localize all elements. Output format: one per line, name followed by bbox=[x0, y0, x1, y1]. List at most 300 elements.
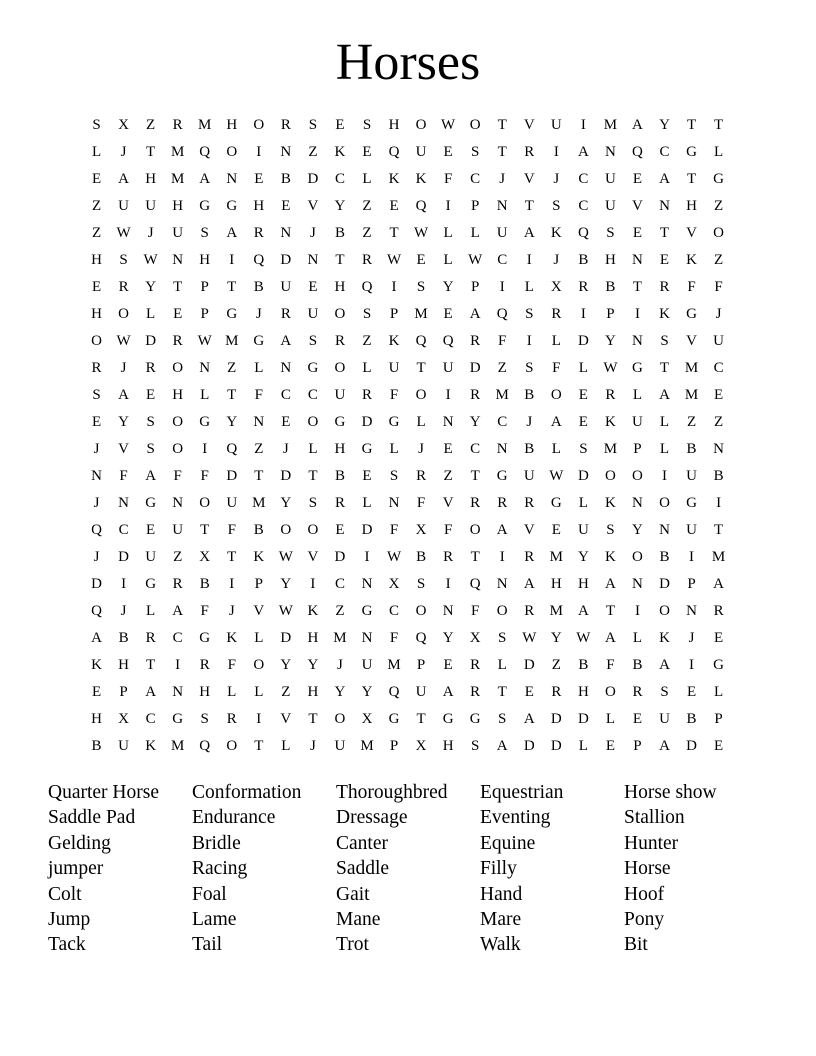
grid-letter: D bbox=[577, 333, 589, 349]
grid-letter: H bbox=[334, 279, 346, 295]
grid-letter: T bbox=[497, 144, 507, 160]
word-bank-item: Tack bbox=[48, 934, 86, 956]
grid-letter: B bbox=[713, 468, 724, 484]
grid-letter: U bbox=[118, 738, 129, 754]
grid-row bbox=[83, 247, 732, 274]
grid-letter: H bbox=[388, 117, 400, 133]
word-bank-item: Hoof bbox=[624, 883, 665, 905]
grid-letter: B bbox=[118, 630, 129, 646]
grid-letter: J bbox=[228, 603, 235, 619]
grid-letter: Q bbox=[415, 198, 427, 214]
grid-letter: D bbox=[686, 738, 697, 754]
grid-letter: P bbox=[200, 279, 209, 295]
grid-letter: I bbox=[580, 306, 586, 322]
grid-letter: R bbox=[470, 657, 481, 673]
grid-letter: I bbox=[526, 252, 532, 268]
grid-letter: D bbox=[91, 576, 102, 592]
grid-letter: B bbox=[199, 576, 210, 592]
grid-letter: E bbox=[335, 117, 345, 133]
word-bank-item: Foal bbox=[192, 883, 227, 905]
grid-letter: C bbox=[307, 387, 318, 403]
grid-letter: C bbox=[713, 360, 724, 376]
grid-letter: M bbox=[360, 738, 374, 754]
grid-letter: G bbox=[442, 711, 454, 727]
grid-row bbox=[83, 301, 732, 328]
word-bank-item: Horse show bbox=[624, 782, 717, 803]
grid-letter: G bbox=[199, 630, 211, 646]
grid-letter: L bbox=[497, 657, 507, 673]
grid-letter: T bbox=[714, 117, 724, 133]
grid-letter: R bbox=[524, 603, 535, 619]
grid-letter: S bbox=[362, 306, 372, 322]
grid-letter: I bbox=[634, 603, 640, 619]
grid-letter: R bbox=[199, 657, 210, 673]
grid-letter: H bbox=[550, 576, 562, 592]
grid-letter: L bbox=[443, 252, 453, 268]
grid-letter: N bbox=[604, 144, 616, 160]
grid-letter: U bbox=[523, 468, 535, 484]
grid-letter: C bbox=[145, 711, 156, 727]
grid-letter: E bbox=[281, 198, 291, 214]
grid-letter: M bbox=[684, 360, 699, 376]
word-bank-item: Filly bbox=[480, 858, 517, 880]
grid-letter: N bbox=[280, 225, 292, 241]
grid-letter: U bbox=[361, 657, 373, 673]
grid-letter: I bbox=[634, 306, 640, 322]
grid-letter: J bbox=[688, 630, 695, 646]
grid-letter: B bbox=[334, 468, 345, 484]
word-bank-item: Mane bbox=[336, 908, 381, 930]
grid-letter: Y bbox=[361, 684, 373, 700]
grid-letter: C bbox=[578, 198, 589, 214]
grid-letter: G bbox=[145, 576, 157, 592]
grid-letter: A bbox=[442, 684, 454, 700]
grid-letter: Q bbox=[199, 144, 211, 160]
grid-letter: D bbox=[361, 414, 373, 430]
grid-letter: L bbox=[578, 738, 588, 754]
grid-letter: J bbox=[309, 225, 316, 241]
grid-letter: W bbox=[197, 333, 212, 349]
grid-letter: H bbox=[307, 684, 319, 700]
grid-letter: U bbox=[415, 684, 427, 700]
grid-letter: E bbox=[173, 306, 183, 322]
grid-letter: R bbox=[334, 495, 345, 511]
grid-letter: L bbox=[362, 495, 372, 511]
grid-letter: B bbox=[605, 279, 616, 295]
grid-letter: A bbox=[118, 171, 129, 187]
grid-letter: G bbox=[686, 306, 697, 322]
grid-letter: O bbox=[415, 387, 427, 403]
grid-letter: T bbox=[632, 279, 643, 295]
grid-letter: T bbox=[686, 171, 697, 187]
grid-letter: J bbox=[120, 603, 127, 619]
grid-letter: U bbox=[280, 279, 292, 295]
grid-letter: L bbox=[146, 306, 156, 322]
grid-letter: C bbox=[659, 144, 670, 160]
grid-letter: W bbox=[386, 252, 402, 268]
grid-letter: M bbox=[549, 549, 563, 565]
grid-letter: Z bbox=[335, 603, 345, 619]
grid-letter: O bbox=[118, 306, 129, 322]
grid-letter: S bbox=[660, 333, 669, 349]
grid-letter: D bbox=[577, 468, 589, 484]
grid-letter: E bbox=[254, 171, 264, 187]
grid-letter: R bbox=[632, 684, 643, 700]
grid-letter: Y bbox=[469, 414, 481, 430]
grid-letter: V bbox=[253, 603, 265, 619]
grid-letter: I bbox=[364, 549, 370, 565]
grid-letter: A bbox=[118, 387, 129, 403]
grid-letter: P bbox=[633, 738, 642, 754]
grid-letter: U bbox=[388, 360, 400, 376]
grid-letter: U bbox=[604, 171, 616, 187]
word-bank-item: Bridle bbox=[192, 832, 241, 854]
grid-letter: N bbox=[307, 252, 319, 268]
grid-letter: Q bbox=[415, 333, 427, 349]
grid-letter: U bbox=[496, 225, 508, 241]
grid-letter: Q bbox=[361, 279, 373, 295]
grid-letter: O bbox=[307, 522, 319, 538]
grid-letter: T bbox=[308, 711, 318, 727]
grid-letter: G bbox=[550, 495, 562, 511]
grid-letter: L bbox=[632, 630, 643, 646]
grid-letter: N bbox=[632, 252, 643, 268]
grid-letter: S bbox=[146, 441, 155, 457]
grid-letter: M bbox=[711, 549, 726, 565]
grid-letter: T bbox=[254, 468, 264, 484]
grid-letter: L bbox=[227, 684, 237, 700]
grid-letter: R bbox=[524, 144, 535, 160]
grid-letter: S bbox=[552, 198, 561, 214]
grid-letter: Q bbox=[496, 306, 508, 322]
grid-letter: Z bbox=[362, 333, 372, 349]
grid-letter: K bbox=[686, 252, 697, 268]
grid-letter: N bbox=[659, 522, 670, 538]
grid-letter: W bbox=[116, 225, 131, 241]
grid-letter: Y bbox=[280, 657, 292, 673]
grid-letter: B bbox=[659, 549, 670, 565]
grid-letter: L bbox=[254, 360, 264, 376]
grid-letter: D bbox=[280, 252, 292, 268]
grid-letter: W bbox=[468, 252, 483, 268]
grid-row bbox=[83, 112, 732, 139]
grid-letter: U bbox=[632, 414, 643, 430]
grid-letter: G bbox=[686, 495, 697, 511]
grid-letter: H bbox=[604, 252, 616, 268]
grid-letter: I bbox=[445, 198, 451, 214]
grid-letter: W bbox=[522, 630, 537, 646]
grid-letter: Z bbox=[173, 549, 183, 565]
grid-letter: I bbox=[229, 576, 235, 592]
grid-letter: U bbox=[442, 360, 454, 376]
grid-letter: N bbox=[91, 468, 102, 484]
grid-letter: B bbox=[686, 441, 697, 457]
grid-letter: O bbox=[172, 441, 184, 457]
grid-letter: G bbox=[713, 657, 725, 673]
grid-letter: T bbox=[227, 279, 237, 295]
grid-letter: D bbox=[469, 360, 481, 376]
grid-letter: Y bbox=[334, 684, 346, 700]
grid-letter: Q bbox=[442, 333, 454, 349]
grid-letter: R bbox=[145, 630, 156, 646]
grid-letter: Y bbox=[118, 414, 129, 430]
grid-letter: O bbox=[199, 495, 211, 511]
grid-letter: F bbox=[389, 387, 399, 403]
puzzle-title: Horses bbox=[335, 34, 481, 91]
word-bank-item: Gait bbox=[336, 883, 370, 905]
grid-letter: Y bbox=[632, 522, 643, 538]
grid-letter: A bbox=[659, 738, 670, 754]
grid-row bbox=[83, 652, 732, 679]
grid-letter: H bbox=[91, 711, 102, 727]
grid-letter: R bbox=[226, 711, 237, 727]
word-bank-item: Pony bbox=[624, 908, 665, 930]
grid-letter: N bbox=[496, 576, 508, 592]
grid-letter: N bbox=[253, 414, 265, 430]
grid-letter: O bbox=[172, 414, 184, 430]
grid-letter: H bbox=[253, 198, 265, 214]
grid-letter: W bbox=[414, 225, 429, 241]
grid-letter: J bbox=[526, 414, 533, 430]
grid-letter: K bbox=[415, 171, 427, 187]
grid-letter: L bbox=[524, 279, 534, 295]
grid-letter: S bbox=[308, 117, 318, 133]
grid-letter: N bbox=[280, 360, 292, 376]
grid-letter: A bbox=[145, 468, 157, 484]
grid-letter: B bbox=[280, 171, 291, 187]
grid-letter: H bbox=[577, 576, 589, 592]
grid-letter: D bbox=[334, 549, 346, 565]
grid-letter: M bbox=[549, 603, 563, 619]
grid-letter: H bbox=[91, 252, 102, 268]
grid-letter: U bbox=[307, 306, 319, 322]
grid-letter: N bbox=[496, 441, 508, 457]
word-bank-item: Equine bbox=[480, 832, 536, 854]
grid-letter: R bbox=[416, 468, 427, 484]
grid-letter: T bbox=[605, 603, 615, 619]
grid-letter: R bbox=[253, 225, 264, 241]
grid-letter: V bbox=[686, 333, 697, 349]
grid-letter: O bbox=[415, 117, 427, 133]
grid-letter: E bbox=[146, 522, 156, 538]
grid-letter: S bbox=[308, 333, 318, 349]
grid-letter: Z bbox=[497, 360, 507, 376]
grid-letter: E bbox=[659, 252, 670, 268]
word-bank-item: Racing bbox=[192, 858, 248, 880]
grid-letter: A bbox=[226, 225, 238, 241]
grid-letter: B bbox=[578, 252, 589, 268]
grid-letter: M bbox=[387, 657, 401, 673]
grid-letter: L bbox=[389, 441, 399, 457]
grid-letter: E bbox=[714, 630, 724, 646]
grid-letter: C bbox=[578, 171, 589, 187]
grid-letter: N bbox=[226, 171, 238, 187]
grid-letter: R bbox=[361, 387, 372, 403]
grid-letter: G bbox=[496, 468, 508, 484]
grid-letter: N bbox=[361, 630, 373, 646]
grid-letter: O bbox=[659, 495, 670, 511]
grid-letter: E bbox=[714, 387, 724, 403]
grid-letter: U bbox=[550, 117, 562, 133]
grid-letter: E bbox=[389, 198, 399, 214]
grid-letter: B bbox=[334, 225, 345, 241]
grid-letter: Z bbox=[362, 198, 372, 214]
grid-letter: E bbox=[686, 684, 697, 700]
grid-letter: J bbox=[93, 549, 100, 565]
grid-letter: F bbox=[416, 495, 426, 511]
grid-letter: T bbox=[416, 360, 426, 376]
grid-letter: L bbox=[714, 144, 724, 160]
grid-letter: R bbox=[578, 279, 589, 295]
grid-letter: O bbox=[280, 522, 292, 538]
grid-letter: Q bbox=[469, 576, 481, 592]
grid-letter: N bbox=[388, 495, 400, 511]
word-bank-item: Mare bbox=[480, 908, 522, 930]
grid-letter: E bbox=[362, 468, 372, 484]
grid-letter: U bbox=[118, 198, 129, 214]
word-bank-item: Equestrian bbox=[480, 782, 564, 803]
grid-letter: H bbox=[686, 198, 697, 214]
grid-letter: M bbox=[603, 441, 618, 457]
grid-letter: O bbox=[334, 360, 346, 376]
grid-letter: J bbox=[309, 738, 316, 754]
grid-letter: B bbox=[253, 279, 264, 295]
grid-letter: L bbox=[254, 630, 264, 646]
grid-letter: T bbox=[524, 198, 534, 214]
grid-letter: G bbox=[361, 441, 373, 457]
grid-letter: Y bbox=[280, 495, 292, 511]
grid-letter: E bbox=[443, 306, 453, 322]
word-bank bbox=[48, 780, 768, 958]
grid-letter: U bbox=[415, 144, 427, 160]
word-bank-item: Jump bbox=[48, 908, 91, 930]
grid-letter: I bbox=[689, 657, 695, 673]
grid-letter: Z bbox=[362, 225, 372, 241]
grid-letter: T bbox=[497, 684, 507, 700]
grid-letter: Y bbox=[604, 333, 616, 349]
grid-letter: P bbox=[606, 306, 615, 322]
word-bank-item: Saddle bbox=[336, 858, 390, 880]
grid-letter: H bbox=[172, 198, 184, 214]
grid-letter: G bbox=[145, 495, 157, 511]
grid-letter: A bbox=[496, 738, 508, 754]
grid-row bbox=[83, 382, 732, 409]
grid-letter: Y bbox=[442, 630, 454, 646]
grid-letter: H bbox=[145, 171, 157, 187]
grid-letter: T bbox=[470, 549, 480, 565]
grid-letter: W bbox=[278, 549, 293, 565]
grid-letter: I bbox=[499, 549, 505, 565]
grid-letter: Y bbox=[226, 414, 238, 430]
grid-letter: L bbox=[91, 144, 102, 160]
word-bank-item: Conformation bbox=[192, 782, 302, 803]
word-bank-item: Quarter Horse bbox=[48, 782, 159, 803]
grid-letter: N bbox=[442, 603, 454, 619]
grid-letter: Y bbox=[442, 279, 454, 295]
grid-letter: V bbox=[307, 198, 319, 214]
word-bank-item: Lame bbox=[192, 908, 237, 930]
grid-letter: R bbox=[280, 117, 291, 133]
grid-row bbox=[83, 436, 732, 463]
grid-letter: S bbox=[92, 387, 101, 403]
grid-letter: S bbox=[362, 117, 372, 133]
grid-letter: P bbox=[471, 279, 480, 295]
grid-letter: J bbox=[282, 441, 289, 457]
grid-row bbox=[83, 139, 732, 166]
grid-letter: T bbox=[714, 522, 724, 538]
grid-letter: E bbox=[578, 387, 588, 403]
grid-letter: Z bbox=[91, 198, 102, 214]
grid-row bbox=[83, 409, 732, 436]
grid-letter: A bbox=[577, 603, 589, 619]
grid-letter: Q bbox=[199, 738, 211, 754]
grid-letter: S bbox=[579, 441, 588, 457]
grid-letter: U bbox=[577, 522, 589, 538]
grid-letter: C bbox=[497, 414, 508, 430]
grid-letter: L bbox=[551, 441, 561, 457]
grid-letter: S bbox=[416, 576, 426, 592]
grid-letter: X bbox=[118, 711, 129, 727]
grid-letter: O bbox=[632, 549, 643, 565]
grid-letter: T bbox=[146, 657, 156, 673]
grid-letter: B bbox=[686, 711, 697, 727]
grid-letter: Q bbox=[91, 522, 102, 538]
grid-letter: L bbox=[443, 225, 453, 241]
grid-letter: I bbox=[256, 144, 262, 160]
grid-letter: N bbox=[172, 252, 184, 268]
word-bank-item: Stallion bbox=[624, 807, 685, 829]
grid-letter: K bbox=[659, 306, 670, 322]
grid-letter: B bbox=[416, 549, 427, 565]
grid-letter: U bbox=[686, 468, 697, 484]
word-bank-item: Trot bbox=[336, 934, 369, 956]
grid-letter: O bbox=[713, 225, 725, 241]
grid-letter: P bbox=[633, 441, 642, 457]
grid-letter: Q bbox=[388, 144, 400, 160]
grid-letter: F bbox=[687, 279, 696, 295]
grid-letter: J bbox=[147, 225, 154, 241]
grid-letter: T bbox=[416, 711, 426, 727]
grid-letter: L bbox=[308, 441, 318, 457]
grid-letter: C bbox=[172, 630, 183, 646]
grid-letter: K bbox=[226, 630, 238, 646]
grid-letter: J bbox=[418, 441, 424, 457]
grid-letter: L bbox=[416, 414, 426, 430]
grid-letter: L bbox=[578, 495, 588, 511]
grid-letter: O bbox=[550, 387, 562, 403]
grid-letter: N bbox=[632, 576, 643, 592]
grid-letter: T bbox=[308, 468, 318, 484]
grid-letter: H bbox=[199, 684, 211, 700]
grid-letter: X bbox=[199, 549, 211, 565]
grid-letter: S bbox=[525, 306, 534, 322]
grid-letter: F bbox=[471, 603, 480, 619]
grid-letter: R bbox=[470, 684, 481, 700]
grid-letter: Z bbox=[91, 225, 102, 241]
grid-letter: M bbox=[495, 387, 509, 403]
grid-letter: F bbox=[498, 333, 507, 349]
grid-letter: K bbox=[253, 549, 265, 565]
grid-letter: A bbox=[523, 225, 535, 241]
grid-letter: K bbox=[91, 657, 102, 673]
word-bank-item: Thoroughbred bbox=[336, 782, 448, 803]
grid-letter: Z bbox=[281, 684, 291, 700]
grid-letter: Q bbox=[253, 252, 265, 268]
grid-letter: G bbox=[253, 333, 265, 349]
grid-letter: H bbox=[172, 387, 184, 403]
grid-letter: E bbox=[91, 684, 102, 700]
word-bank-item: Hunter bbox=[624, 832, 679, 854]
